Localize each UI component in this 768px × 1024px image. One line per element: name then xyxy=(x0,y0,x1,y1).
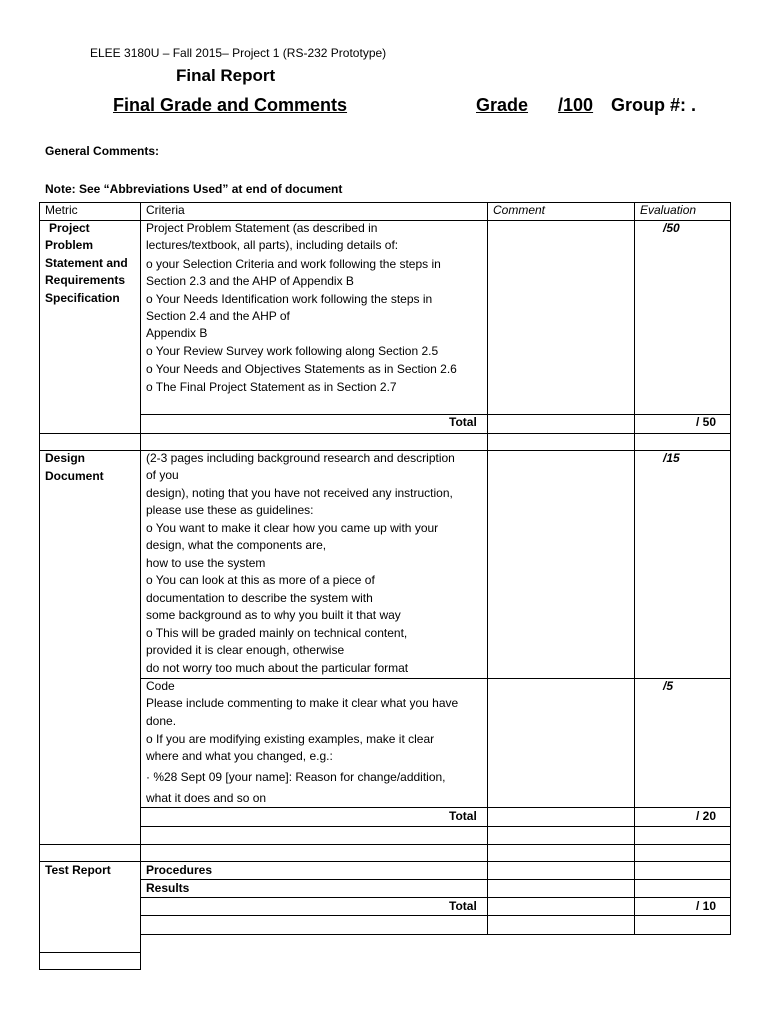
spacer-cell xyxy=(487,844,635,862)
spacer-cell xyxy=(140,844,488,862)
evaluation-cell-design-document[interactable] xyxy=(634,450,731,679)
total-value: / 20 xyxy=(696,809,717,823)
total-label: Total xyxy=(449,415,477,429)
criteria-line: o your Selection Criteria and work following the steps in xyxy=(146,257,441,271)
criteria-line: please use these as guidelines: xyxy=(146,503,314,517)
abbreviations-note: Note: See “Abbreviations Used” at end of document xyxy=(45,182,343,196)
criteria-line: o You can look at this as more of a piece of xyxy=(146,573,375,587)
criteria-line: done. xyxy=(146,714,177,728)
criteria-line: Code xyxy=(146,679,175,693)
header-evaluation: Evaluation xyxy=(640,203,697,217)
total-label-cell-1 xyxy=(140,414,488,434)
metric-line: Design xyxy=(45,451,86,465)
total-label: Total xyxy=(449,899,477,913)
spacer-cell xyxy=(140,433,488,451)
criteria-line: Section 2.4 and the AHP of xyxy=(146,309,290,323)
total-value: / 10 xyxy=(696,899,717,913)
evaluation-cell-procedures[interactable] xyxy=(634,861,731,880)
course-header: ELEE 3180U – Fall 2015– Project 1 (RS-232 Prototype) xyxy=(90,46,387,60)
comment-cell-design-document[interactable] xyxy=(487,450,635,679)
criteria-line: documentation to describe the system with xyxy=(146,591,373,605)
metric-test-report: Test Report xyxy=(45,863,111,877)
criteria-line: design, what the components are, xyxy=(146,538,327,552)
total-value-cell-3[interactable] xyxy=(634,897,731,916)
spacer-cell xyxy=(634,826,731,845)
evaluation-cell-results[interactable] xyxy=(634,879,731,898)
evaluation-cell-code[interactable] xyxy=(634,678,731,808)
comment-cell-procedures[interactable] xyxy=(487,861,635,880)
metric-line: Specification xyxy=(45,291,120,305)
header-comment: Comment xyxy=(493,203,546,217)
criteria-line: some background as to why you built it that way xyxy=(146,608,401,622)
total-value-cell-2[interactable] xyxy=(634,807,731,827)
criteria-line: Appendix B xyxy=(146,326,208,340)
criteria-procedures: Procedures xyxy=(146,863,213,877)
total-label: Total xyxy=(449,809,477,823)
total-label-cell-2 xyxy=(140,807,488,827)
criteria-line: lectures/textbook, all parts), including details of: xyxy=(146,238,399,252)
evaluation-max: /5 xyxy=(663,679,674,693)
total-comment-cell-1[interactable] xyxy=(487,414,635,434)
criteria-line: o Your Needs Identification work following the steps in xyxy=(146,292,433,306)
criteria-line: o Your Needs and Objectives Statements as in Section 2.6 xyxy=(146,362,457,376)
total-value-cell-1[interactable] xyxy=(634,414,731,434)
spacer-cell xyxy=(487,433,635,451)
evaluation-max: /50 xyxy=(663,221,680,235)
group-number-field: Group #: . xyxy=(611,95,696,115)
criteria-line: what it does and so on xyxy=(146,791,267,805)
header-criteria: Criteria xyxy=(146,203,185,217)
spacer-cell xyxy=(39,952,141,970)
metric-line: Requirements xyxy=(45,273,126,287)
criteria-line: provided it is clear enough, otherwise xyxy=(146,643,345,657)
criteria-line: o Your Review Survey work following along Section 2.5 xyxy=(146,344,439,358)
total-comment-cell-3[interactable] xyxy=(487,897,635,916)
metric-line: Project xyxy=(49,221,90,235)
criteria-line: Section 2.3 and the AHP of Appendix B xyxy=(146,274,354,288)
criteria-cell-results xyxy=(140,879,488,898)
criteria-line: o If you are modifying existing examples, make it clear xyxy=(146,732,435,746)
spacer-cell xyxy=(140,915,488,935)
comment-cell-results[interactable] xyxy=(487,879,635,898)
criteria-line: where and what you changed, e.g.: xyxy=(146,749,333,763)
grade-field xyxy=(476,95,593,116)
evaluation-cell-problem-statement[interactable] xyxy=(634,220,731,415)
total-comment-cell-2[interactable] xyxy=(487,807,635,827)
spacer-cell xyxy=(140,826,488,845)
spacer-cell xyxy=(634,915,731,935)
criteria-results: Results xyxy=(146,881,190,895)
spacer-cell xyxy=(634,433,731,451)
criteria-line: o You want to make it clear how you came up with your xyxy=(146,521,439,535)
metric-line: Statement and xyxy=(45,256,128,270)
spacer-cell xyxy=(39,433,141,451)
criteria-line: o The Final Project Statement as in Section 2.7 xyxy=(146,380,397,394)
criteria-line: o This will be graded mainly on technical content, xyxy=(146,626,408,640)
criteria-line: design), noting that you have not received any instruction, xyxy=(146,486,453,500)
general-comments-label: General Comments: xyxy=(45,144,160,158)
metric-cell-design-document xyxy=(39,450,141,845)
comment-cell-code[interactable] xyxy=(487,678,635,808)
header-criteria-cell xyxy=(140,202,488,221)
criteria-line: do not worry too much about the particular format xyxy=(146,661,409,675)
criteria-line: (2-3 pages including background research and description xyxy=(146,451,455,465)
header-metric: Metric xyxy=(45,203,78,217)
criteria-line: Please include commenting to make it clear what you have xyxy=(146,696,459,710)
criteria-line: of you xyxy=(146,468,179,482)
comment-cell-problem-statement[interactable] xyxy=(487,220,635,415)
criteria-line: Project Problem Statement (as described in xyxy=(146,221,378,235)
page-title: Final Grade and Comments xyxy=(113,95,348,115)
metric-line: Problem xyxy=(45,238,94,252)
spacer-cell xyxy=(39,844,141,862)
spacer-cell xyxy=(487,915,635,935)
criteria-line: how to use the system xyxy=(146,556,266,570)
report-title: Final Report xyxy=(176,66,276,85)
total-value: / 50 xyxy=(696,415,717,429)
grade-blank: /100 xyxy=(558,95,594,115)
grade-word: Grade xyxy=(476,95,529,115)
spacer-cell xyxy=(634,844,731,862)
criteria-line: · %28 Sept 09 [your name]: Reason for change/addition, xyxy=(146,770,446,784)
metric-line: Document xyxy=(45,469,104,483)
spacer-cell xyxy=(487,826,635,845)
total-label-cell-3 xyxy=(140,897,488,916)
evaluation-max: /15 xyxy=(663,451,680,465)
